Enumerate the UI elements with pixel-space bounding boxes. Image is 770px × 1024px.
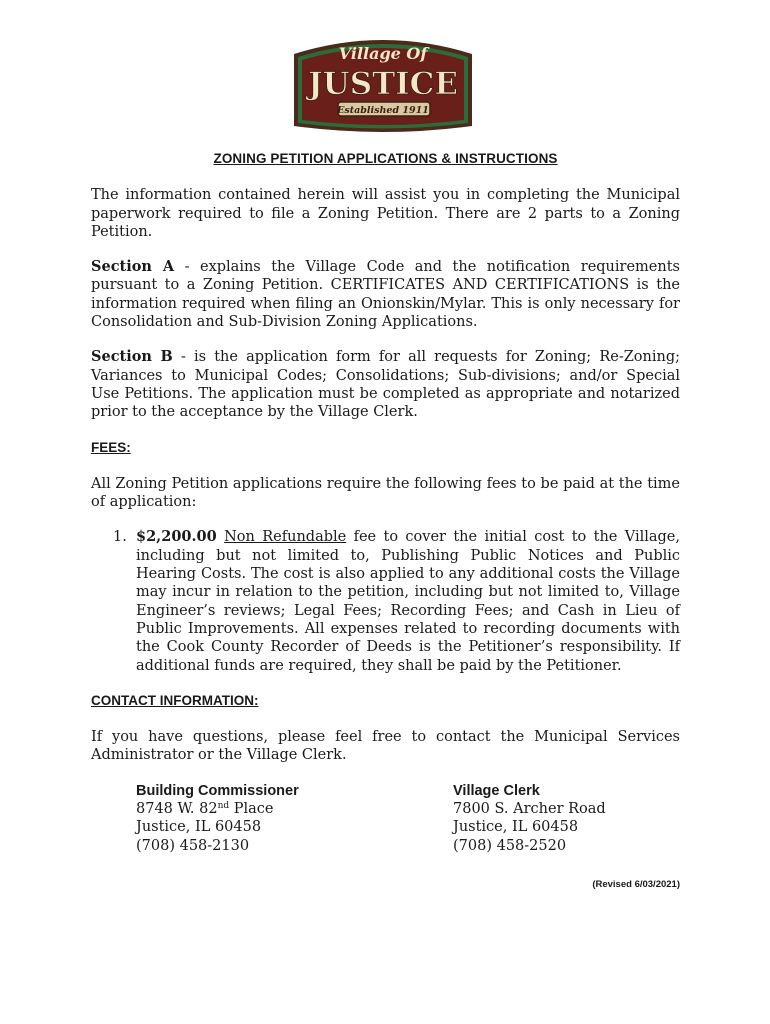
contact-left-city: Justice, IL 60458 <box>136 819 262 836</box>
contact-left-address-prefix: 8748 W. 82 <box>136 801 218 818</box>
contact-left-address-suffix: Place <box>229 801 274 818</box>
contact-left-address-sup: nd <box>217 801 230 812</box>
fee-list-item <box>91 528 680 674</box>
village-logo <box>288 30 478 136</box>
contact-village-clerk <box>453 782 606 855</box>
contact-left-address <box>136 800 453 818</box>
section-b-label: Section B <box>91 348 173 366</box>
fees-intro: All Zoning Petition applications require the following fees to be paid at the time of application: <box>91 475 680 511</box>
section-b-text: - is the application form for all requests for Zoning; Re-Zoning; Variances to Municipal Codes; Consolidations; Sub-divisions; and/or Special Use Petitions. The application must be completed as appropriate and notarized prior to the acceptance by the Village Clerk. <box>91 349 681 421</box>
document-title: ZONING PETITION APPLICATIONS & INSTRUCTIONS <box>213 151 558 166</box>
contact-right-address: 7800 S. Archer Road <box>453 801 606 818</box>
logo-established-text: Established 1911 <box>337 105 429 116</box>
contact-left-phone: (708) 458-2130 <box>136 837 250 854</box>
contact-heading: CONTACT INFORMATION: <box>91 692 259 708</box>
fee-item-text <box>136 528 680 674</box>
logo-top-text: Village Of <box>338 44 428 63</box>
contact-blocks <box>91 782 680 855</box>
contact-right-city: Justice, IL 60458 <box>453 819 579 836</box>
fee-amount: $2,200.00 <box>136 528 217 546</box>
fees-heading: FEES: <box>91 439 131 455</box>
contact-building-commissioner <box>136 782 453 855</box>
logo-main-text: JUSTICE <box>308 66 458 102</box>
contact-right-name: Village Clerk <box>453 782 540 799</box>
contact-left-name: Building Commissioner <box>136 782 299 799</box>
section-a-label: Section A <box>91 258 175 276</box>
fee-description: fee to cover the initial cost to the Village, including but not limited to, Publishing Public Notices and Public Hearing Costs. The cost is also applied to any additional costs the Village may incur in relation to the petition, including but not limited to, Village Engineer’s reviews; Legal Fees; Recording Fees; and Cash in Lieu of Public Improvements. All expenses related to recording documents with the Cook County Recorder of Deeds is the Petitioner’s responsibility. If additional funds are required, they shall be paid by the Petitioner. <box>136 529 680 674</box>
revised-date: (Revised 6/03/2021) <box>592 879 680 890</box>
section-a-text: - explains the Village Code and the notification requirements pursuant to a Zoning Petition. CERTIFICATES AND CERTIFICATIONS is the information required when filing an Onionskin/Mylar. This is only necessary for Consolidation and Sub-Division Zoning Applications. <box>91 259 680 331</box>
contact-intro: If you have questions, please feel free to contact the Municipal Services Administrator or the Village Clerk. <box>91 729 680 764</box>
village-sign-graphic <box>288 30 478 136</box>
section-b-paragraph <box>91 348 680 421</box>
fee-space <box>217 529 224 545</box>
contact-right-phone: (708) 458-2520 <box>453 837 567 854</box>
document-body <box>91 150 680 855</box>
intro-paragraph: The information contained herein will assist you in completing the Municipal paperwork required to file a Zoning Petition. There are 2 parts to a Zoning Petition. <box>91 187 680 240</box>
fee-item-number: 1. <box>113 529 127 546</box>
fee-refund-note: Non Refundable <box>224 529 347 546</box>
section-a-paragraph <box>91 258 680 331</box>
